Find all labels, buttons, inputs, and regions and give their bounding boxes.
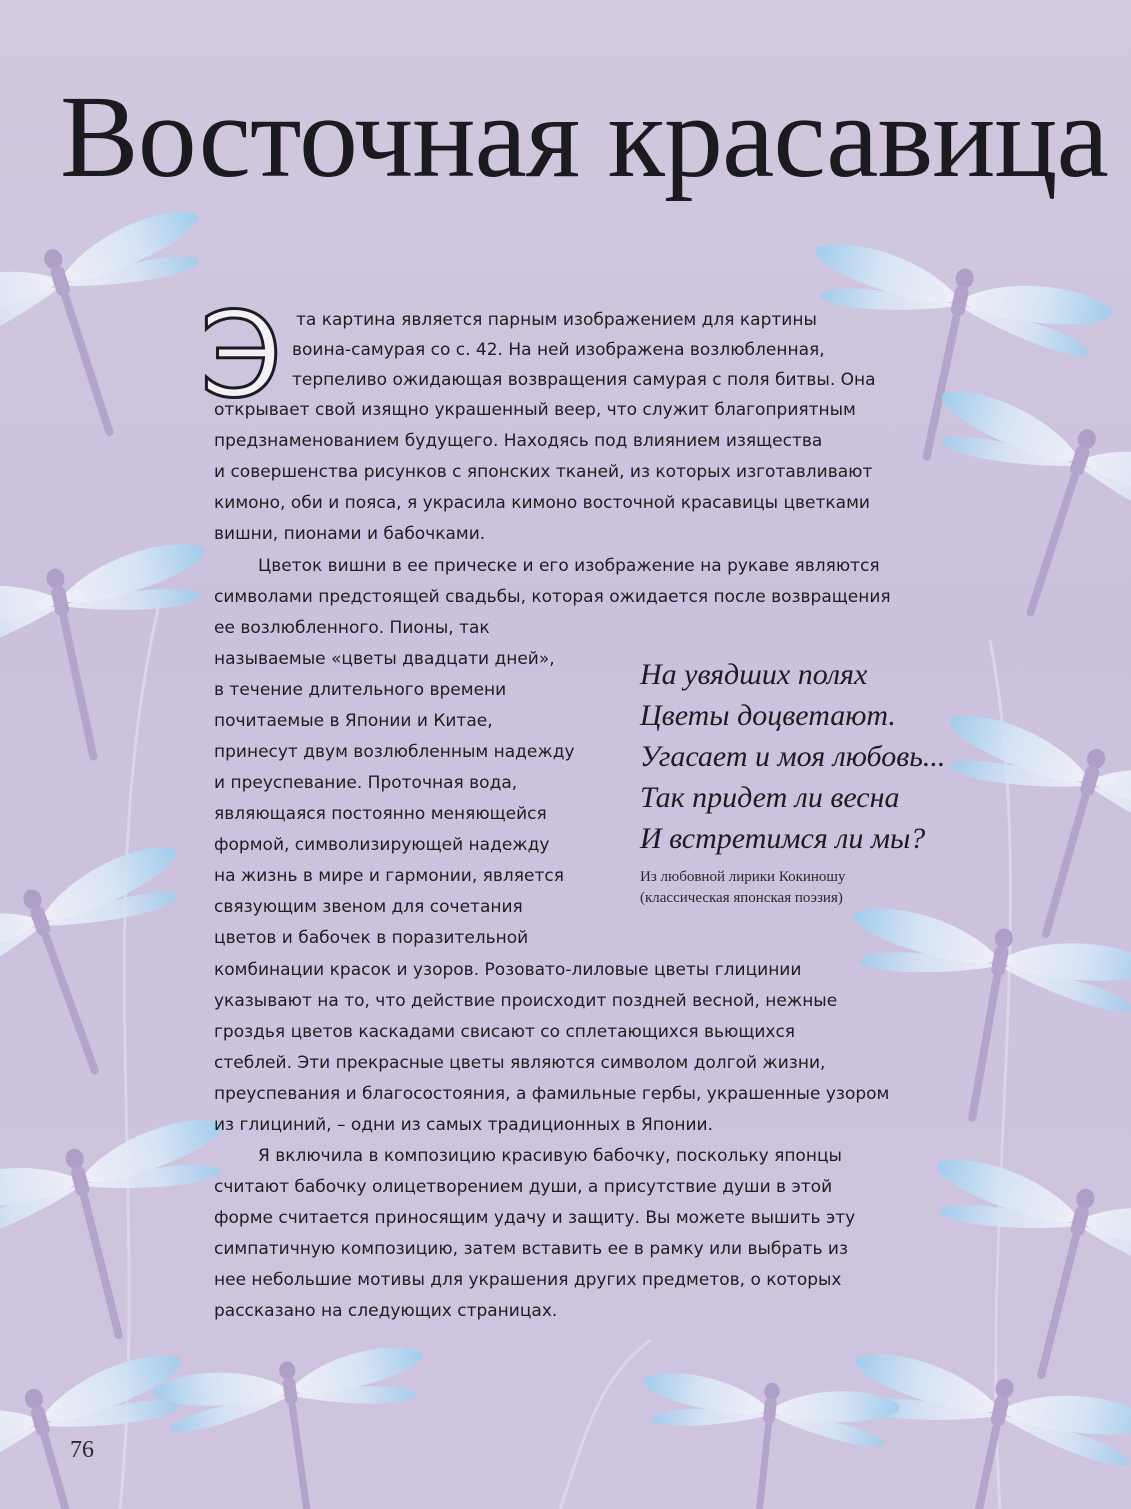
body-line: в течение длительного времени bbox=[214, 680, 507, 700]
body-line: формой, символизирующей надежду bbox=[214, 835, 550, 855]
poem-line: Угасает и моя любовь... bbox=[640, 740, 946, 773]
page-number: 76 bbox=[70, 1437, 94, 1463]
body-line: из глициний, – одни из самых традиционных в Японии. bbox=[214, 1115, 713, 1135]
body-line: считают бабочку олицетворением души, а присутствие души в этой bbox=[214, 1177, 833, 1197]
poem-line: Так придет ли весна bbox=[640, 781, 900, 814]
poem-line: И встретимся ли мы? bbox=[640, 822, 926, 855]
body-line: на жизнь в мире и гармонии, является bbox=[214, 866, 564, 886]
body-line: та картина является парным изображением для картины bbox=[296, 310, 817, 330]
body-line: гроздья цветов каскадами свисают со сплетающихся вьющихся bbox=[214, 1022, 796, 1042]
body-line: называемые «цветы двадцати дней», bbox=[214, 649, 555, 669]
body-line: предзнаменованием будущего. Находясь под влиянием изящества bbox=[214, 431, 823, 451]
body-line: преуспевания и благосостояния, а фамильные гербы, украшенные узором bbox=[214, 1084, 890, 1104]
body-line: стеблей. Эти прекрасные цветы являются символом долгой жизни, bbox=[214, 1053, 826, 1073]
body-line: форме считается приносящим удачу и защиту. Вы можете вышить эту bbox=[214, 1208, 856, 1228]
body-line: ее возлюбленного. Пионы, так bbox=[214, 618, 490, 638]
body-line: принесут двум возлюбленным надежду bbox=[214, 742, 575, 762]
body-line: симпатичную композицию, затем вставить ее в рамку или выбрать из bbox=[214, 1239, 849, 1259]
body-line: терпеливо ожидающая возвращения самурая с поля битвы. Она bbox=[292, 370, 876, 390]
body-line: и преуспевание. Проточная вода, bbox=[214, 773, 518, 793]
body-line: указывают на то, что действие происходит поздней весной, нежные bbox=[214, 991, 838, 1011]
body-line: цветов и бабочек в поразительной bbox=[214, 928, 529, 948]
body-line: кимоно, оби и пояса, я украсила кимоно восточной красавицы цветками bbox=[214, 493, 870, 513]
poem-line: На увядших полях bbox=[640, 658, 868, 691]
body-line: связующим звеном для сочетания bbox=[214, 897, 523, 917]
body-line: почитаемые в Японии и Китае, bbox=[214, 711, 493, 731]
body-line: нее небольшие мотивы для украшения других предметов, о которых bbox=[214, 1270, 842, 1290]
page-title: Восточная красавица bbox=[60, 71, 1108, 202]
body-line: и совершенства рисунков с японских тканей, из которых изготавливают bbox=[214, 462, 873, 482]
body-line: рассказано на следующих страницах. bbox=[214, 1301, 558, 1321]
poem-block bbox=[640, 654, 980, 909]
body-line: Цветок вишни в ее прическе и его изображение на рукаве являются bbox=[258, 556, 880, 576]
body-line: Я включила в композицию красивую бабочку, поскольку японцы bbox=[258, 1146, 842, 1166]
body-line: вишни, пионами и бабочками. bbox=[214, 524, 486, 544]
drop-cap: Э bbox=[200, 286, 283, 424]
poem-source: (классическая японская поэзия) bbox=[640, 890, 843, 906]
poem-source: Из любовной лирики Кокиношу bbox=[640, 869, 846, 885]
body-line: символами предстоящей свадьбы, которая ожидается после возвращения bbox=[214, 587, 891, 607]
body-line: открывает свой изящно украшенный веер, что служит благоприятным bbox=[214, 400, 856, 420]
poem-line: Цветы доцветают. bbox=[640, 699, 896, 732]
body-line: воина-самурая со с. 42. На ней изображена возлюбленная, bbox=[292, 340, 825, 360]
body-line: являющаяся постоянно меняющейся bbox=[214, 804, 547, 824]
body-line: комбинации красок и узоров. Розовато-лиловые цветы глицинии bbox=[214, 960, 802, 980]
